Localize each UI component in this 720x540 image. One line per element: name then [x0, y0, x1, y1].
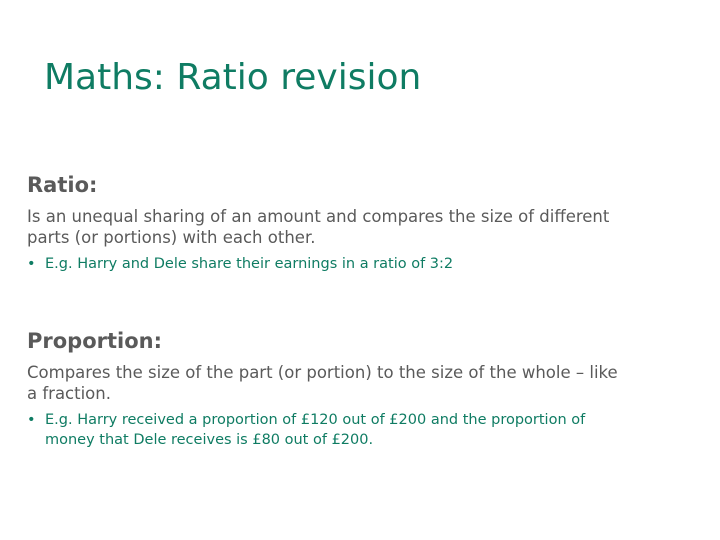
- bullet-icon: •: [27, 412, 36, 428]
- proportion-heading: Proportion:: [27, 329, 163, 353]
- ratio-example-text: E.g. Harry and Dele share their earnings in a ratio of 3:2: [45, 256, 454, 272]
- ratio-heading: Ratio:: [27, 173, 98, 197]
- ratio-section: [27, 170, 627, 274]
- ratio-example-list: [27, 254, 627, 274]
- proportion-definition: Compares the size of the part (or portion) to the size of the whole – like a fraction.: [27, 363, 618, 403]
- proportion-example-text: E.g. Harry received a proportion of £120 out of £200 and the proportion of money that Dele receives is £80 out of £200.: [45, 412, 586, 448]
- bullet-icon: •: [27, 256, 36, 272]
- slide-title: Maths: Ratio revision: [44, 57, 422, 98]
- proportion-example-list: [27, 410, 627, 450]
- proportion-example-item: [27, 410, 627, 450]
- ratio-definition: Is an unequal sharing of an amount and compares the size of different parts (or portions) with each other.: [27, 207, 610, 247]
- ratio-example-item: [27, 254, 627, 274]
- proportion-section: [27, 326, 627, 450]
